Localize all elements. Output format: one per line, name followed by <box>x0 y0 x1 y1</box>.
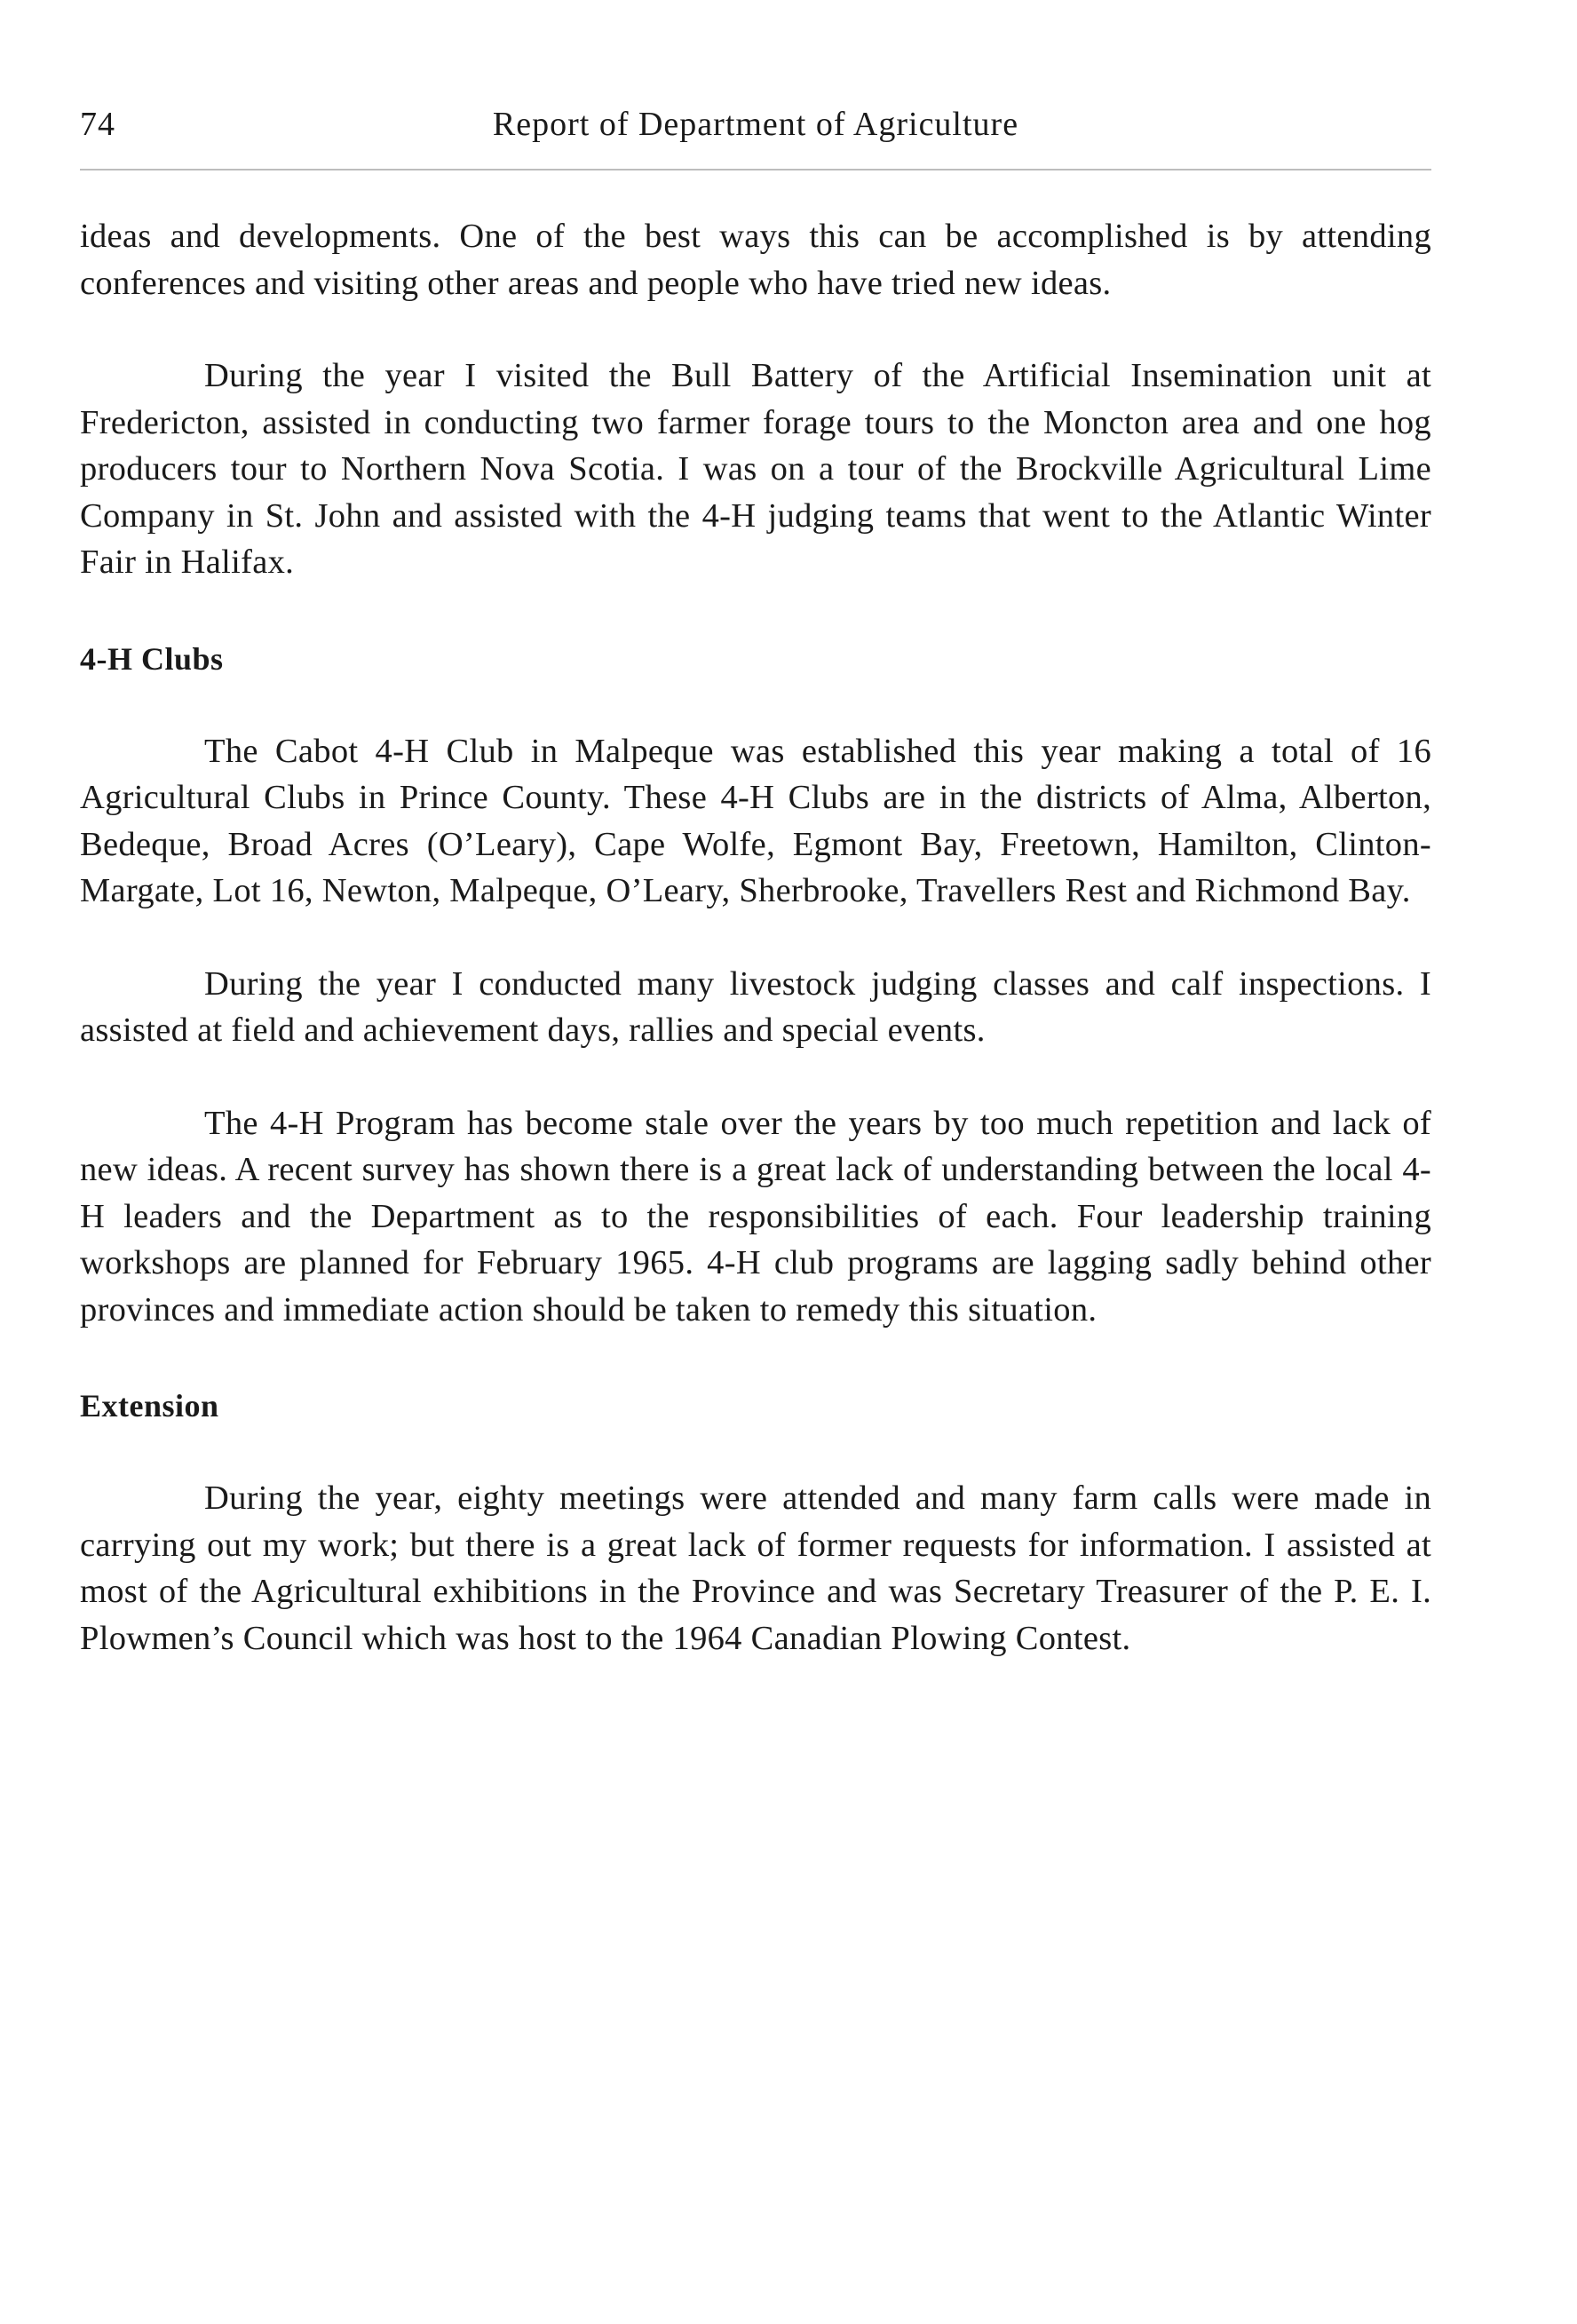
paragraph-visits: During the year I visited the Bull Battery of the Artificial Insemination unit at Fredericton, assisted in conducting two farmer forage tours to the Moncton area and one hog producers tour to Northern Nova Scotia. I was on a tour of the Brockville Agricultural Lime Company in St. John and assisted with the 4-H judging teams that went to the Atlantic Winter Fair in Halifax. <box>80 357 1431 581</box>
paragraph-extension: During the year, eighty meetings were attended and many farm calls were made in carrying out my work; but there is a great lack of former requests for information. I assisted at most of the Agricultural exhibitions in the Province and was Secretary Treasurer of the P. E. I. Plowmen’s Council which was host to the 1964 Canadian Plowing Contest. <box>80 1479 1431 1657</box>
paragraph-judging: During the year I conducted many livestock judging classes and calf inspections. I assisted at field and achievement days, rallies and special events. <box>80 964 1431 1049</box>
body-text <box>80 213 1431 1662</box>
paragraph-cabot-club: The Cabot 4-H Club in Malpeque was established this year making a total of 16 Agricultural Clubs in Prince County. These 4-H Clubs are in the districts of Alma, Alberton, Bedeque, Broad Acres (O’Leary), Cape Wolfe, Egmont Bay, Freetown, Hamilton, Clinton-Margate, Lot 16, Newton, Malpeque, O’Leary, Sherbrooke, Travellers Rest and Richmond Bay. <box>80 732 1431 909</box>
running-header <box>80 105 1431 158</box>
section-heading-4h-clubs: 4-H Clubs <box>80 640 224 677</box>
header-rule <box>80 169 1431 171</box>
header-title: Report of Department of Agriculture <box>492 106 1019 143</box>
page-number: 74 <box>80 106 115 143</box>
paragraph-continuation: ideas and developments. One of the best ways this can be accomplished is by attending conferences and visiting other areas and people who have tried new ideas. <box>80 218 1431 302</box>
paragraph-4h-program: The 4-H Program has become stale over the years by too much repetition and lack of new ideas. A recent survey has shown there is a great lack of understanding between the local 4-H leaders and the Department as to the responsibilities of each. Four leadership training workshops are planned for February 1965. 4-H club programs are lagging sadly behind other provinces and immediate action should be taken to remedy this situation. <box>80 1104 1431 1329</box>
section-heading-extension: Extension <box>80 1388 219 1424</box>
